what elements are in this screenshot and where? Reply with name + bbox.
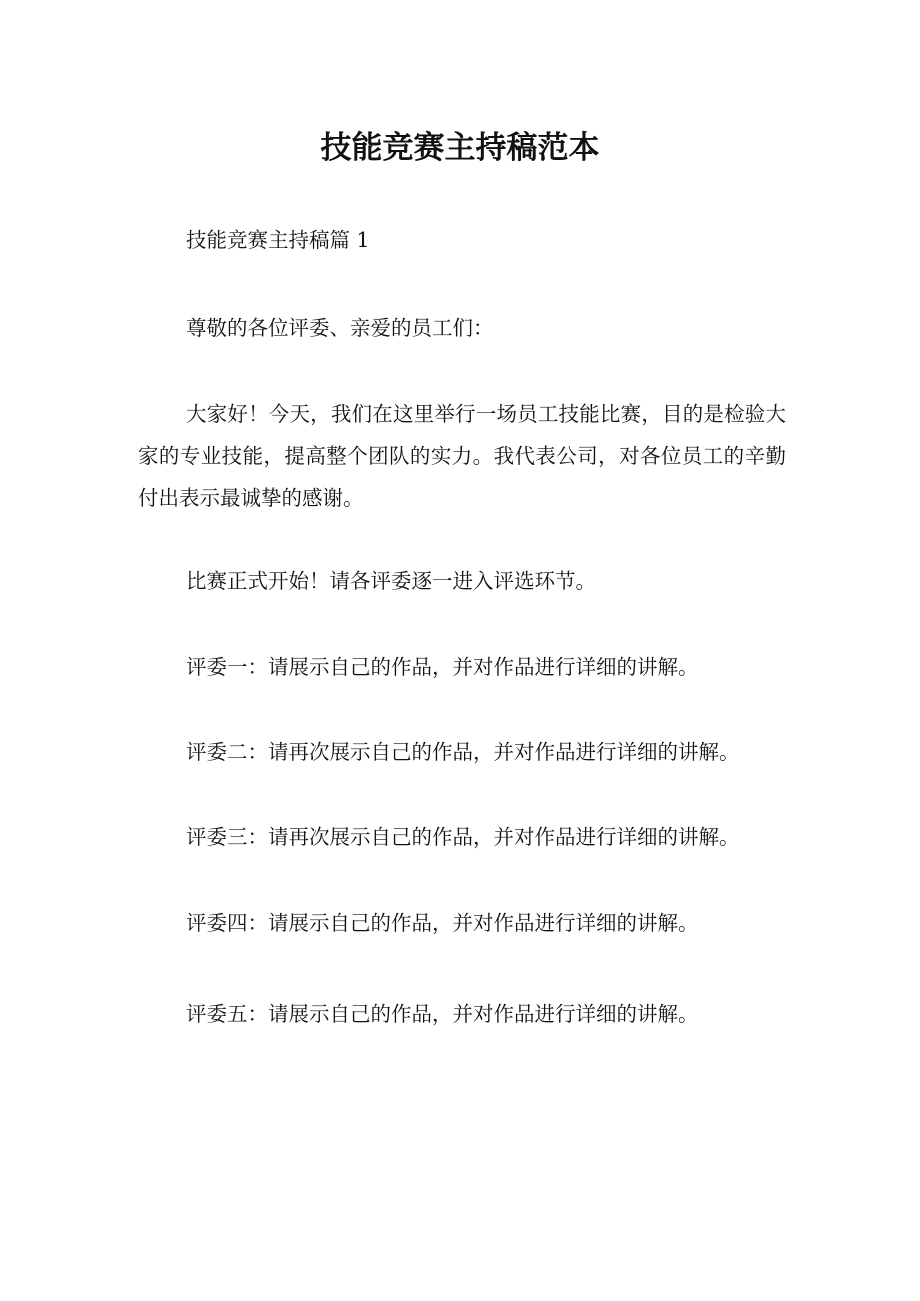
- start-paragraph: 比赛正式开始！请各评委逐一进入评选环节。: [186, 569, 596, 593]
- judge-five-paragraph: 评委五：请展示自己的作品，并对作品进行详细的讲解。: [186, 1002, 699, 1026]
- document-title: 技能竞赛主持稿范本: [320, 130, 600, 166]
- judge-one-paragraph: 评委一：请展示自己的作品，并对作品进行详细的讲解。: [186, 655, 699, 679]
- greeting-paragraph: 尊敬的各位评委、亲爱的员工们：: [186, 316, 494, 340]
- judge-four-paragraph: 评委四：请展示自己的作品，并对作品进行详细的讲解。: [186, 911, 699, 935]
- intro-paragraph: 大家好！今天，我们在这里举行一场员工技能比赛，目的是检验大家的专业技能，提高整个团队的实力。我代表公司，对各位员工的辛勤付出表示最诚挚的感谢。: [138, 402, 786, 510]
- judge-two-paragraph: 评委二：请再次展示自己的作品，并对作品进行详细的讲解。: [186, 740, 740, 764]
- judge-three-paragraph: 评委三：请再次展示自己的作品，并对作品进行详细的讲解。: [186, 825, 740, 849]
- section-heading: 技能竞赛主持稿篇 1: [186, 228, 370, 252]
